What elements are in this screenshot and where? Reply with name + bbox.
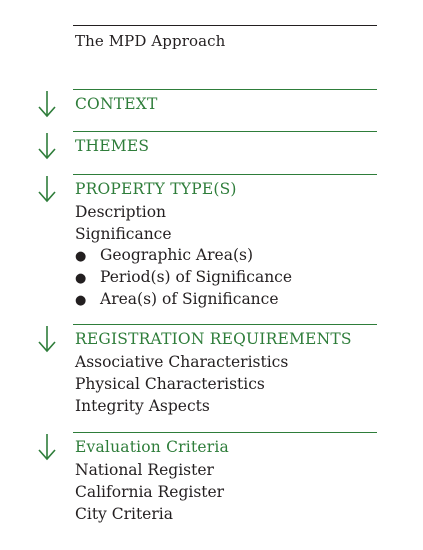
bullet-item	[75, 268, 292, 286]
bullet-item	[75, 290, 279, 308]
down-arrow-icon	[37, 89, 57, 119]
page-title: The MPD Approach	[75, 32, 226, 50]
section-rule	[73, 174, 377, 175]
bullet-icon: ●	[75, 271, 87, 286]
section-line: Associative Characteristics	[75, 353, 289, 371]
title-rule	[73, 25, 377, 26]
bullet-label: Geographic Area(s)	[100, 246, 253, 264]
section-rule	[73, 432, 377, 433]
section-heading: PROPERTY TYPE(S)	[75, 180, 237, 198]
down-arrow-icon	[37, 324, 57, 354]
section-line: Integrity Aspects	[75, 397, 210, 415]
section-heading: CONTEXT	[75, 95, 158, 113]
bullet-icon: ●	[75, 249, 87, 264]
section-heading: Evaluation Criteria	[75, 438, 229, 456]
down-arrow-icon	[37, 432, 57, 462]
bullet-label: Period(s) of Significance	[100, 268, 293, 286]
section-heading: REGISTRATION REQUIREMENTS	[75, 330, 352, 348]
down-arrow-icon	[37, 174, 57, 204]
section-line: City Criteria	[75, 505, 173, 523]
section-line: Significance	[75, 225, 172, 243]
section-heading: THEMES	[75, 137, 150, 155]
section-rule	[73, 89, 377, 90]
section-line: National Register	[75, 461, 214, 479]
section-rule	[73, 131, 377, 132]
bullet-label: Area(s) of Significance	[100, 290, 279, 308]
section-line: Description	[75, 203, 167, 221]
bullet-icon: ●	[75, 293, 87, 308]
down-arrow-icon	[37, 131, 57, 161]
section-line: California Register	[75, 483, 225, 501]
section-rule	[73, 324, 377, 325]
bullet-item	[75, 246, 253, 264]
section-line: Physical Characteristics	[75, 375, 265, 393]
